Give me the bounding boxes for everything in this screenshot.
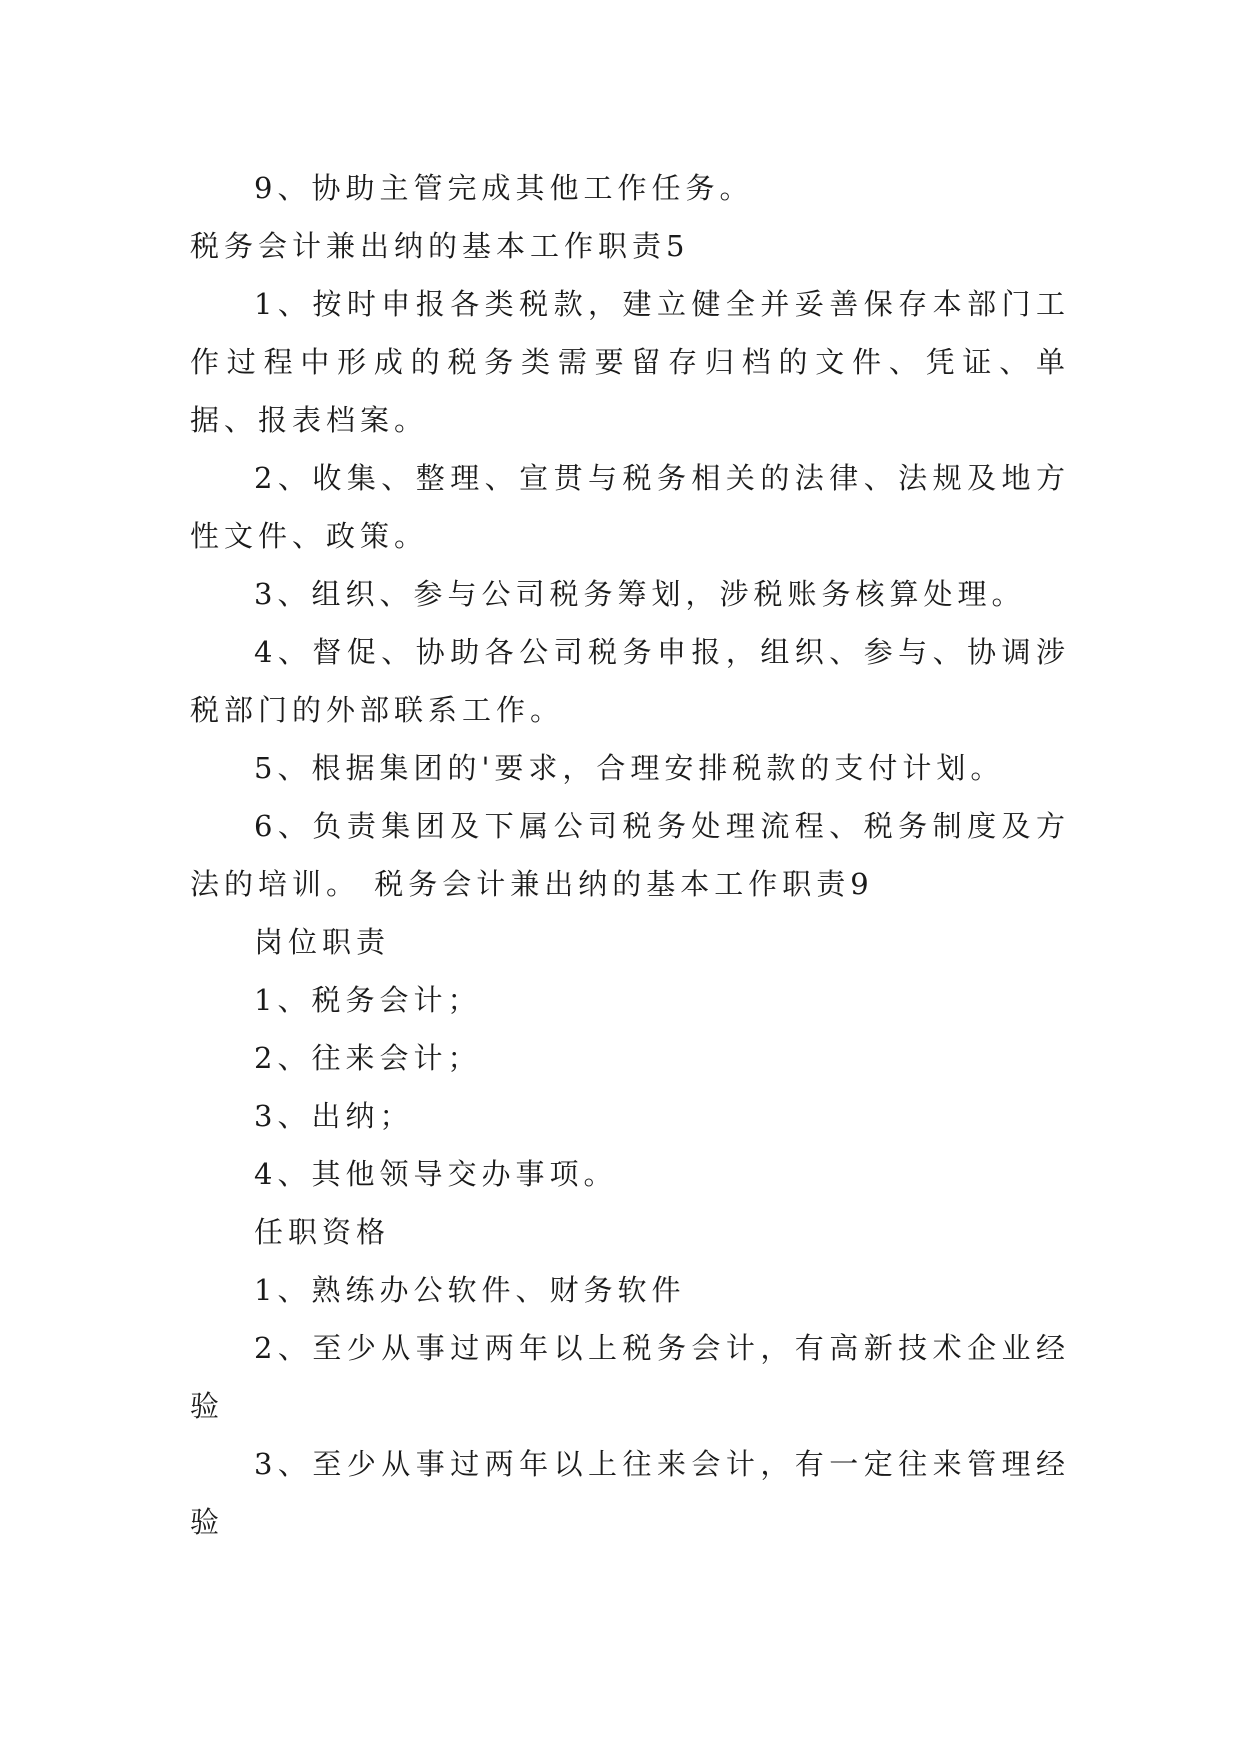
subheading-job-duties: 岗位职责	[254, 925, 391, 959]
section-heading-5: 税务会计兼出纳的基本工作职责5	[190, 229, 690, 263]
duty-item-3: 3、出纳；	[254, 1099, 414, 1133]
duty-item-2: 2、往来会计；	[254, 1041, 482, 1075]
duty-item-4: 4、其他领导交办事项。	[254, 1157, 618, 1191]
paragraph-item-9: 9、协助主管完成其他工作任务。	[254, 171, 754, 205]
qualification-item-2: 2、至少从事过两年以上税务会计，有高新技术企业经验	[190, 1331, 1070, 1423]
duty-item-1: 1、税务会计；	[254, 983, 482, 1017]
subheading-qualifications: 任职资格	[254, 1215, 391, 1249]
paragraph-item-4: 4、督促、协助各公司税务申报，组织、参与、协调涉税部门的外部联系工作。	[190, 635, 1070, 727]
qualification-item-1: 1、熟练办公软件、财务软件	[254, 1273, 686, 1307]
paragraph-item-6: 6、负责集团及下属公司税务处理流程、税务制度及方法的培训。 税务会计兼出纳的基本工作职责9	[190, 809, 1070, 901]
paragraph-item-2: 2、收集、整理、宣贯与税务相关的法律、法规及地方性文件、政策。	[190, 461, 1070, 553]
paragraph-item-3: 3、组织、参与公司税务筹划，涉税账务核算处理。	[254, 577, 1026, 611]
qualification-item-3: 3、至少从事过两年以上往来会计，有一定往来管理经验	[190, 1447, 1070, 1539]
paragraph-item-1: 1、按时申报各类税款，建立健全并妥善保存本部门工作过程中形成的税务类需要留存归档的文件、凭证、单据、报表档案。	[190, 287, 1070, 437]
document-body	[190, 159, 1070, 1551]
paragraph-item-5: 5、根据集团的'要求，合理安排税款的支付计划。	[254, 751, 1005, 785]
